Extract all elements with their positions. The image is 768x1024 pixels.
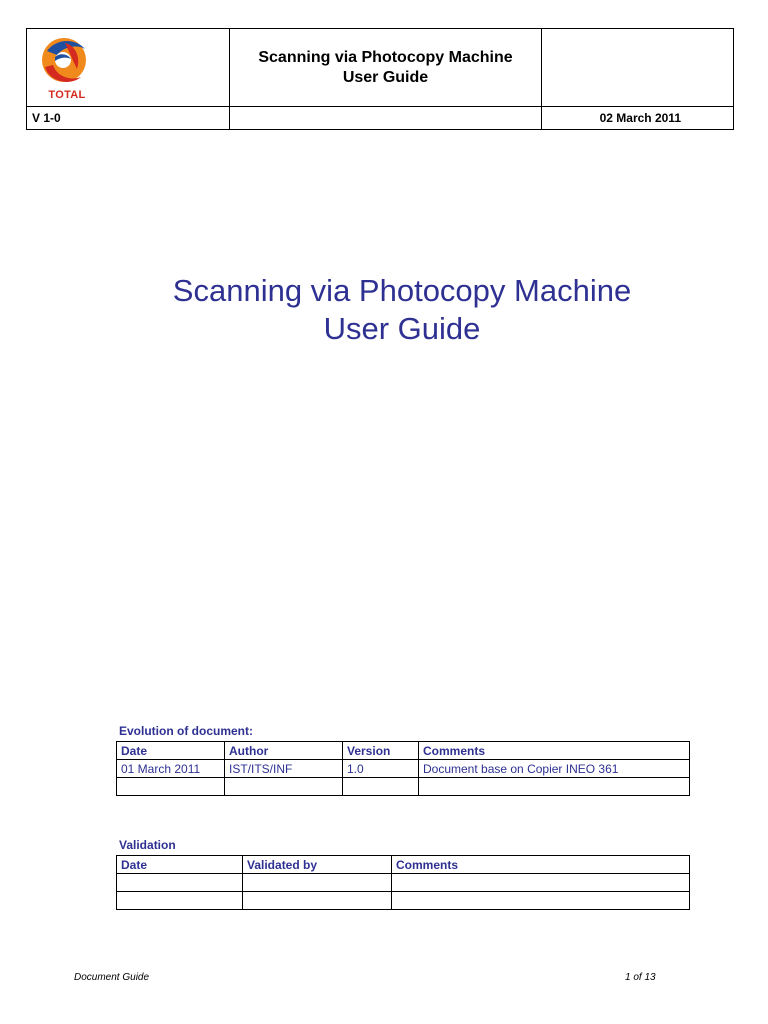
table-cell xyxy=(392,874,690,892)
validation-table xyxy=(116,855,690,910)
evolution-label: Evolution of document: xyxy=(119,724,253,738)
table-cell xyxy=(243,892,392,910)
header-title-line1: Scanning via Photocopy Machine xyxy=(258,48,513,66)
column-header: Comments xyxy=(392,856,690,874)
footer-doc-name: Document Guide xyxy=(74,972,150,983)
table-cell xyxy=(117,892,243,910)
total-logo xyxy=(35,33,95,103)
table-header-row xyxy=(117,856,690,874)
main-title xyxy=(0,272,768,348)
header-blank-cell xyxy=(542,29,734,107)
table-cell xyxy=(419,778,690,796)
header-empty-cell xyxy=(230,107,542,130)
document-header xyxy=(26,28,734,130)
logo-text: TOTAL xyxy=(48,88,86,101)
table-row xyxy=(117,760,690,778)
table-cell: Document base on Copier INEO 361 xyxy=(419,760,690,778)
column-header: Validated by xyxy=(243,856,392,874)
validation-label: Validation xyxy=(119,838,176,852)
total-logo-icon xyxy=(35,33,95,89)
table-cell xyxy=(117,874,243,892)
column-header: Date xyxy=(117,856,243,874)
column-header: Version xyxy=(343,742,419,760)
main-title-line1: Scanning via Photocopy Machine xyxy=(172,273,632,308)
table-cell xyxy=(392,892,690,910)
table-row xyxy=(117,778,690,796)
table-cell: IST/ITS/INF xyxy=(225,760,343,778)
header-title-line2: User Guide xyxy=(342,68,429,86)
table-cell xyxy=(117,778,225,796)
logo-cell xyxy=(27,29,230,107)
column-header: Author xyxy=(225,742,343,760)
table-cell: 01 March 2011 xyxy=(117,760,225,778)
main-title-line2: User Guide xyxy=(323,311,481,346)
table-cell xyxy=(225,778,343,796)
column-header: Date xyxy=(117,742,225,760)
header-version: V 1-0 xyxy=(27,107,230,130)
column-header: Comments xyxy=(419,742,690,760)
footer-page-number: 1 of 13 xyxy=(625,972,656,983)
header-title xyxy=(230,29,542,107)
table-cell: 1.0 xyxy=(343,760,419,778)
evolution-table xyxy=(116,741,690,796)
header-date: 02 March 2011 xyxy=(542,107,734,130)
table-cell xyxy=(243,874,392,892)
table-header-row xyxy=(117,742,690,760)
table-row xyxy=(117,874,690,892)
table-cell xyxy=(343,778,419,796)
table-row xyxy=(117,892,690,910)
